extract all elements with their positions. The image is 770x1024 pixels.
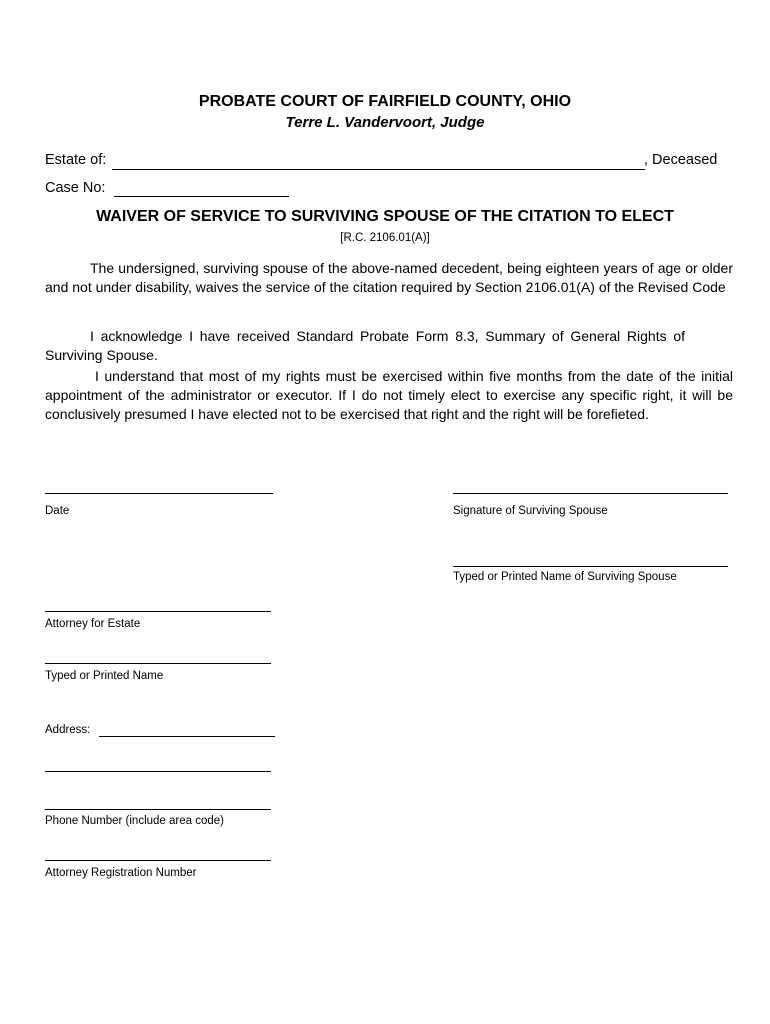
date-field[interactable] (45, 493, 273, 494)
attorney-name-field[interactable] (45, 663, 271, 664)
form-title: WAIVER OF SERVICE TO SURVIVING SPOUSE OF THE CITATION TO ELECT (96, 208, 674, 225)
estate-label: Estate of: (45, 152, 107, 168)
spouse-name-label: Typed or Printed Name of Surviving Spouse (453, 571, 677, 583)
phone-label: Phone Number (include area code) (45, 815, 224, 827)
case-number-label: Case No: (45, 180, 106, 196)
case-number-field[interactable] (114, 196, 289, 197)
attorney-label: Attorney for Estate (45, 618, 141, 630)
attorney-signature-field[interactable] (45, 611, 271, 612)
phone-field[interactable] (45, 809, 271, 810)
court-name: PROBATE COURT OF FAIRFIELD COUNTY, OHIO (198, 93, 572, 110)
registration-field[interactable] (45, 860, 271, 861)
registration-label: Attorney Registration Number (45, 867, 197, 879)
address-label: Address: (45, 724, 91, 736)
acknowledgement-paragraph: I acknowledge I have received Standard Probate Form 8.3, Summary of General Rights of Surviving Spouse. (45, 328, 685, 363)
rights-paragraph: I understand that most of my rights must be exercised within five months from the date of the initial appointment of the administrator or executor. If I do not timely elect to exercise any specific right, it will be conclusively presumed I have elected not to be exercised that right and the right will be forefieted. (45, 368, 733, 422)
spouse-signature-label: Signature of Surviving Spouse (453, 505, 608, 517)
judge-name: Terre L. Vandervoort, Judge (285, 114, 485, 131)
address-field-line-2[interactable] (45, 771, 271, 772)
spouse-name-field[interactable] (453, 566, 728, 567)
deceased-label: , Deceased (644, 152, 718, 168)
spouse-signature-field[interactable] (453, 493, 728, 494)
date-label: Date (45, 505, 70, 517)
waiver-paragraph: The undersigned, surviving spouse of the above-named decedent, being eighteen years of age or older and not under disability, waives the service of the citation required by Section 2106.01(A) of the Revised Code (45, 260, 733, 295)
address-field-line-1[interactable] (99, 736, 275, 737)
typed-name-label: Typed or Printed Name (45, 670, 164, 682)
statute-reference: [R.C. 2106.01(A)] (340, 232, 430, 244)
estate-name-field[interactable] (112, 169, 645, 170)
